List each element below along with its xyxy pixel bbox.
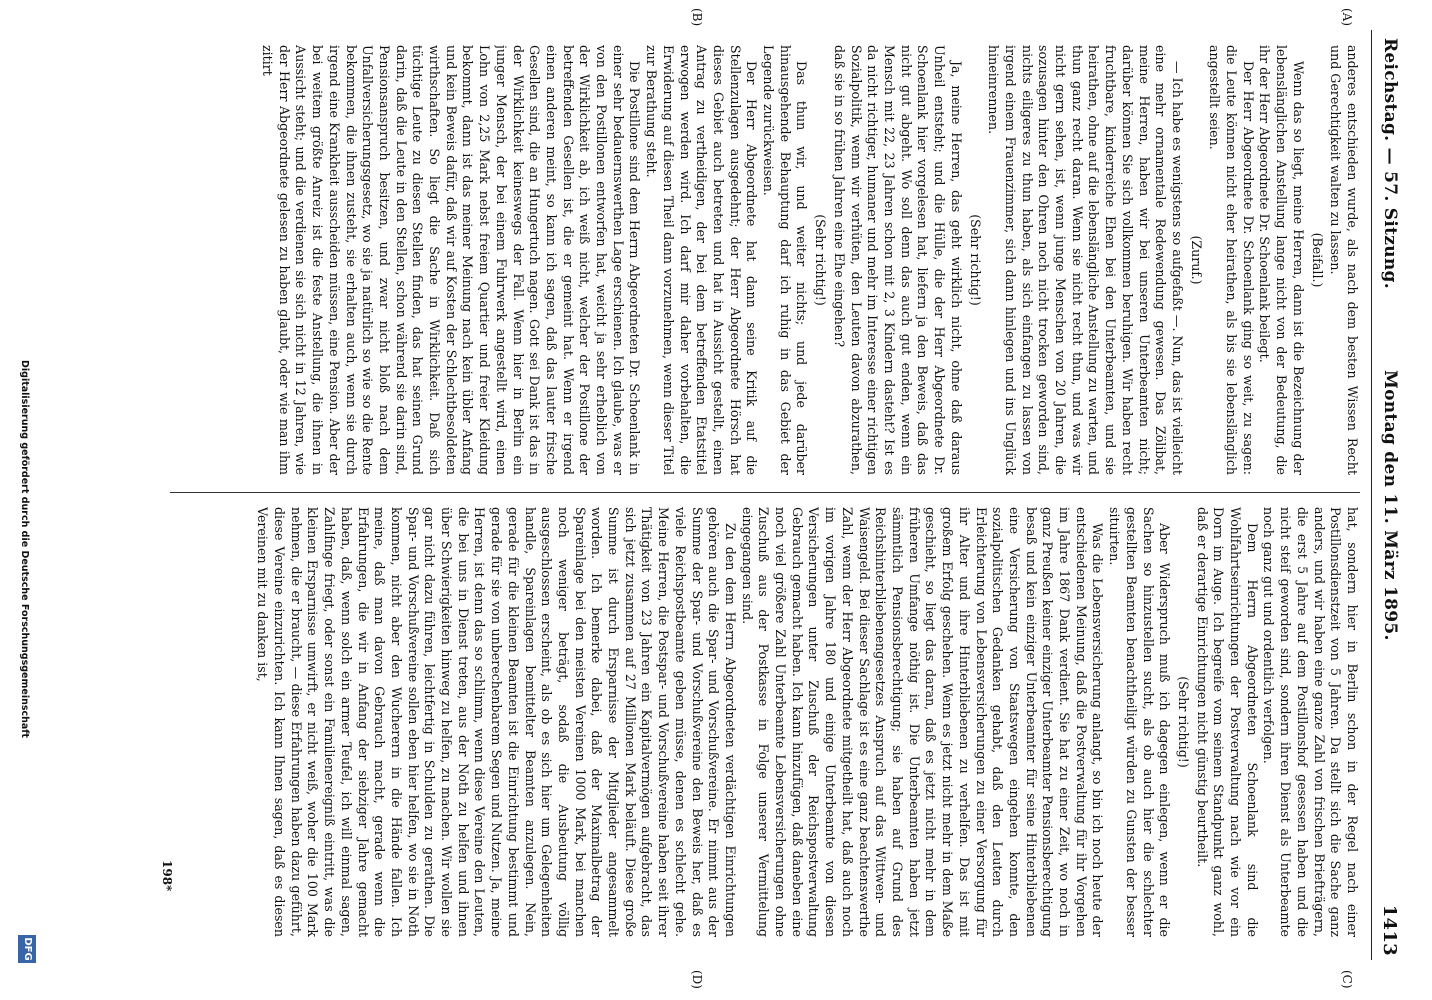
paragraph: Der Herr Abgeordnete Dr. Schoenlank ging so weit, zu sagen: die Leute können nicht eher heirathen, als bis sie lebenslänglich angestellt seien. xyxy=(1207,45,1256,475)
header-rule xyxy=(1371,30,1372,960)
dfg-logo: DFG xyxy=(18,935,36,963)
page-number: 1413 xyxy=(1379,904,1400,956)
interjection: (Sehr richtig!) xyxy=(967,214,983,306)
left-column xyxy=(155,45,1360,475)
paragraph: Dem Herrn Abgeordneten Schoenlank sind die Wohlfahrtseinrichtungen der Postverwaltung nach wie vor ein Dorn im Auge. Ich begreife vom seinem Standpunkt ganz wohl, daß er derartige Einrichtungen nicht günstig beurtheilt. xyxy=(1194,507,1260,937)
session-title: Reichstag. — 57. Sitzung. xyxy=(1380,38,1400,289)
interjection: (Sehr richtig!) xyxy=(813,214,829,306)
margin-marker-c: (C) xyxy=(1340,970,1354,989)
right-column xyxy=(155,507,1360,937)
paragraph: Das thun wir, und weiter nichts; und jede darüber hinausgehende Behauptung darf ich ruhig in das Gebiet der Legende zurückweisen. xyxy=(761,45,810,475)
margin-marker-d: (D) xyxy=(690,970,704,989)
column-divider xyxy=(170,492,1360,493)
date-title: Montag den 11. März 1895. xyxy=(1380,370,1400,641)
paragraph: Was die Lebensversicherung anlangt, so bin ich noch heute der entschiedenen Meinung, daß die Postverwaltung für ihr Vorgehen im Jahre 1867 Dank verdient. Sie hat zu einer Zeit, wo noch in ganz Preußen keiner einziger Unterbeamter Pensionsberechtigung besaß und kein einziger Unterbeamter für seine Hinterbliebenen eine Versicherung von Staatswegen eingehen konnte, den sozialpolitischen Gedanken gehabt, daß den Leuten durch Erleichterung von Lebensversicherungen zu einer Versorgung für ihr Alter und ihre Hinterbliebenen zu verhelfen. Das ist mit großem Erfolg geschehen. Wenn es jetzt nicht mehr in dem Maße geschieht, so liegt das daran, daß es jetzt nicht mehr in dem früheren Umfange nöthig ist. Die Unterbeamten haben jetzt sämmtlich Pensionsberechtigung; sie haben auf Grund des Reichshinterbliebenengesetzes Anspruch auf das Wittwen- und Waisengeld. Bei dieser Sachlage ist es eine ganz beachtenswerthe Zahl, wenn der Herr Abgeordnete mitgetheilt hat, daß auch noch im vorigen Jahre 180 und einige Unterbeamte von diesen Versicherungen unter Zuschuß der Reichspostverwaltung Gebrauch gemacht haben. Ich kann hinzufügen, daß daneben eine noch viel größere Zahl Unterbeamte Lebensversicherungen ohne Zuschuß aus der Postkasse in Folge unserer Vermittelung eingegangen sind. xyxy=(739,507,1106,937)
digitization-credit: Digitalisierung gefördert durch die Deutsche Forschungsgemeinschaft xyxy=(19,360,30,738)
paragraph: Der Herr Abgeordnete hat dann seine Kritik auf die Stellenzulagen ausgedehnt; der Herr Abgeordnete Hörsch hat dieses Gebiet auch betreten und hat in Aussicht gestellt, einen Antrag zu vertheidigen, der bei dem betreffenden Etatstitel erwogen werden wird. Ich darf mir daher vorbehalten, die Erwiderung auf diesen Theil dann vorzunehmen, wenn dieser Titel zur Berathung steht. xyxy=(644,45,760,475)
paragraph: Aber Widerspruch muß ich dagegen einlegen, wenn er die Sachen so hinzustellen sucht, als ob auch hier die schlechter gestellten Beamten benachtheiligt würden zu Gunsten der besser situirten. xyxy=(1107,507,1173,937)
paragraph: Wenn das so liegt, meine Herren, dann ist die Bezeichnung der lebenslänglichen Anstellung lange nicht von der Bedeutung, die ihr der Herr Abgeordnete Dr. Schoenlank beilegt. xyxy=(1257,45,1306,475)
paragraph: Zu den dem Herrn Abgeordneten verdächtigen Einrichtungen gehören auch die Spar- und Vorschußvereine. Er nimmt aus der Summe der Spar- und Vorschußvereine den Beweis her, daß es viele Reichspostbeamte geben müsse, denen es schlecht gehe. Meine Herren, die Postspar- und Vorschußvereine haben seit ihrer Thätigkeit von 23 Jahren ein Kapitalvermögen aufgebracht, das sich jetzt zusammen auf 27 Millionen Mark beläuft. Diese große Summe ist durch Ersparnisse der Mitglieder angesammelt worden. Ich bemerke dabei, daß der Maximalbetrag der Spareinlage bei den meisten Vereinen 1000 Mark, bei manchen noch weniger beträgt, sodaß die Ausbeutung völlig ausgeschlossen erscheint, als ob es sich hier um Gelegenheiten handle, Spareinlagen bemittelter Beamten anzulegen. Nein, gerade für die kleinen Beamten ist die Einrichtung bestimmt und gerade für sie von unberechenbarem Segen und Nutzen. Ja, meine Herren, ist denn das so schlimm, wenn diese Vereine den Leuten, die bei uns in Dienst treten, aus der Noth zu helfen und ihnen über Schwierigkeiten hinweg zu helfen, zu machen. Wir wollen sie gar nicht dazu führen, leichtfertig in Schulden zu gerathen. Die Spar- und Vorschußvereine sollen eben hier helfen, wo sie in Noth kommen, nicht aber den Wucherern in die Hände fallen. Ich meine, daß man davon Gebrauch macht, gerade wenn die Erfahrungen, die wir in Anfang der siebziger Jahre gemacht haben, daß, wenn solch ein armer Teufel, ich will einmal sagen, Zahlfinge friegt, oder sonst ein Familienereigniß eintritt, was die kleinen Ersparnisse umwirft, er nicht weiß, woher die 100 Mark nehmen, die er braucht, — diese Erfahrungen haben dazu geführt, diese Vereine einzurichten. Ich kann Ihnen sagen, daß es diesen Vereinen mit zu danken ist, xyxy=(255,507,738,937)
page-header xyxy=(1370,30,1410,970)
margin-marker-a: (A) xyxy=(1340,8,1354,27)
paragraph: — Ich habe es wenigstens so aufgefaßt —. Nun, das ist vielleicht eine mehr ornamentale Redewendung gewesen. Das Zölibat, meine Herren, haben wir bei unseren Unterbeamten nicht; darüber können Sie sich vollkommen beruhigen. Wir haben recht fruchtbare, kinderreiche Ehen bei den Unterbeamten, und sie heirathen, ohne auf die lebenslängliche Anstellung zu warten, und thun ganz recht daran. Wenn sie nicht recht thun, und was wir nicht gern sehen, ist, wenn junge Menschen von 20 Jahren, die sozusagen hinter den Ohren noch nicht trocken geworden sind, nichts eiligeres zu thun haben, als sich einfangen zu lassen von irgend einem Frauenzimmer, sich dann hinlegen und ins Unglück hineinrennen. xyxy=(986,45,1185,475)
paragraph: Die Postillone sind dem Herrn Abgeordneten Dr. Schoenlank in einer sehr bedauernswerthen Lage erschienen. Ich glaube, was er von den Postillonen entworfen hat, weicht ja sehr erheblich von der Wirklichkeit ab, ich weiß nicht, welcher der Postillone der betreffenden Gesellen ist, die er gemeint hat. Wenn er irgend einen anderen meint, so kann ich sagen, daß das lauter frische Gesellen sind, die an Hungertuch nagen. Gott sei Dank ist das in der Wirklichkeit keineswegs der Fall. Wenn hier in Berlin ein junger Mensch, der bei einem Fuhrwerk angestellt wird, einen Lohn von 2,25 Mark nebst freiem Quartier und freier Kleidung bekommt, dann ist das meiner Meinung nach kein übler Anfang und kein Beweis dafür, daß wir auf Kosten der Schlechtbesoldeten wirthschaften. So liegt die Sache in Wirklichkeit. Daß sich tüchtige Leute zu diesen Stellen finden, das hat seinen Grund darin, daß die Leute in den Stellen, schon während sie darin sind, Pensionsanspruch besitzen, und zwar nicht bloß nach dem Unfallversicherungsgesetz, wo sie ja natürlich so wie so die Rente bekommen, die ihnen zusteht, sie erhalten auch, wenn sie durch irgend eine Krankheit ausscheiden müssen, eine Pension. Aber der bei weitem größte Anreiz ist die feste Anstellung, die ihnen in Aussicht steht; und die verdienen sie sich nicht in 12 Jahren, wie der Herr Abgeordnete gelesen zu haben glaubt, oder wie man ihm zitirt xyxy=(260,45,643,475)
interjection: (Beifall.) xyxy=(1309,232,1325,288)
paragraph: anderes entschieden wurde, als nach dem besten Wissen Recht und Gerechtigkeit walten zu lassen. xyxy=(1328,45,1360,475)
paragraph: Ja, meine Herren, das geht wirklich nicht, ohne daß daraus Unheil entsteht; und die Hülle, die der Herr Abgeordnete Dr. Schoenlank hier vorgelesen hat, liefern ja den Beweis, daß das nicht gut abgeht. Wo soll denn das auch gut enden, wenn ein Mensch mit 22, 23 Jahren schon mit 2, 3 Kindern dasteht? Ist es da nicht richtiger, humaner und mehr im Interesse einer richtigen Sozialpolitik, wenn wir verhüten, den Leuten davon abzurathen, daß sie in so frühen Jahren eine Ehe eingehen? xyxy=(831,45,964,475)
interjection: (Zuruf.) xyxy=(1188,235,1204,285)
sheet-number: 198* xyxy=(160,860,174,892)
margin-marker-b: (B) xyxy=(690,8,704,27)
paragraph: hat, sondern hier in Berlin schon in der Regel nach einer Postillonsdienstzeit von 5 Jahren. Da stellt sich die Sache ganz anders, und wir haben eine ganze Zahl von frischen Briefträgern, die erst 5 Jahre auf dem Postillonshof gesessen haben und die nicht steif geworden sind, sondern ihren Dienst als Unterbeamte noch ganz gut und ordentlich verfolgen. xyxy=(1261,507,1360,937)
interjection: (Sehr richtig!) xyxy=(1175,676,1191,768)
